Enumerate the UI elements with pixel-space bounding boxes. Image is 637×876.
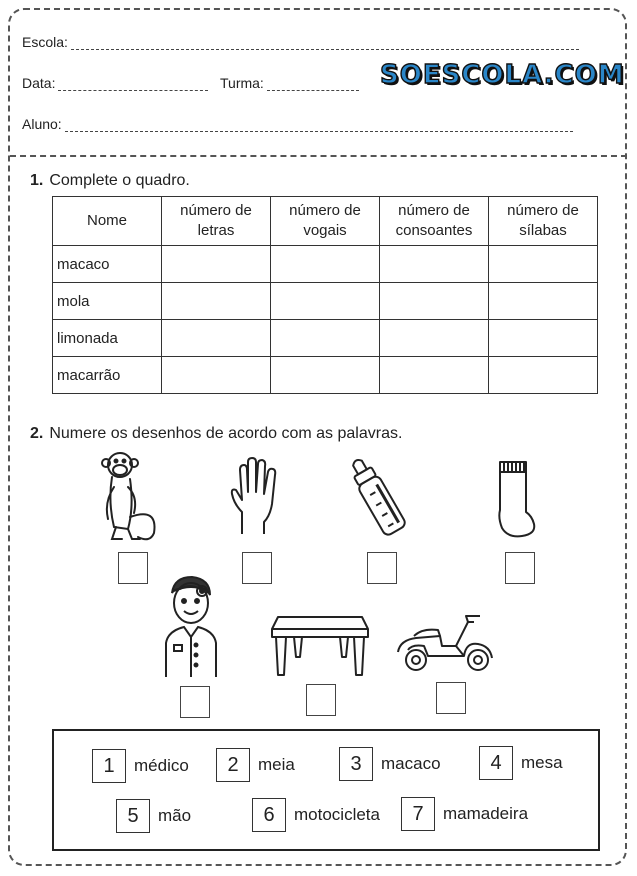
answer-cell[interactable] xyxy=(380,357,489,394)
legend-number: 4 xyxy=(479,746,513,780)
legend-number: 2 xyxy=(216,748,250,782)
school-line[interactable] xyxy=(71,39,579,50)
question-1-text: Complete o quadro. xyxy=(49,172,190,189)
table-row xyxy=(53,320,598,357)
header-divider xyxy=(10,155,627,157)
school-field[interactable] xyxy=(22,34,579,50)
answer-box-table[interactable] xyxy=(306,684,336,716)
student-field[interactable] xyxy=(22,116,573,132)
col-header-letters: número de letras xyxy=(162,197,271,246)
answer-cell[interactable] xyxy=(489,357,598,394)
table-row xyxy=(53,246,598,283)
legend-number: 1 xyxy=(92,749,126,783)
word-table xyxy=(52,196,598,394)
answer-cell[interactable] xyxy=(162,246,271,283)
answer-cell[interactable] xyxy=(271,246,380,283)
student-label: Aluno: xyxy=(22,116,62,132)
answer-cell[interactable] xyxy=(380,320,489,357)
scooter-icon xyxy=(394,612,496,674)
col-header-vowels: número de vogais xyxy=(271,197,380,246)
class-label: Turma: xyxy=(220,75,264,91)
answer-box-scooter[interactable] xyxy=(436,682,466,714)
site-logo: SOESCOLA.COM xyxy=(380,60,625,90)
question-2-number: 2. xyxy=(30,425,44,442)
date-line[interactable] xyxy=(58,80,208,91)
answer-cell[interactable] xyxy=(271,283,380,320)
answer-cell[interactable] xyxy=(271,320,380,357)
legend-number: 3 xyxy=(339,747,373,781)
legend-item xyxy=(401,797,528,831)
table-row xyxy=(53,357,598,394)
col-header-name: Nome xyxy=(53,197,162,246)
doctor-icon xyxy=(160,573,222,681)
question-2-text: Numere os desenhos de acordo com as palavras. xyxy=(49,425,403,442)
word-cell: mola xyxy=(53,283,162,320)
legend-item xyxy=(92,749,189,783)
question-2 xyxy=(30,425,402,443)
col-header-syllables: número de sílabas xyxy=(489,197,598,246)
legend-word: motocicleta xyxy=(294,805,380,824)
answer-cell[interactable] xyxy=(489,320,598,357)
legend-item xyxy=(216,748,295,782)
answer-box-doctor[interactable] xyxy=(180,686,210,718)
school-label: Escola: xyxy=(22,34,68,50)
word-cell: limonada xyxy=(53,320,162,357)
answer-cell[interactable] xyxy=(489,283,598,320)
word-cell: macarrão xyxy=(53,357,162,394)
answer-box-bottle[interactable] xyxy=(367,552,397,584)
legend-item xyxy=(479,746,563,780)
legend-word: mão xyxy=(158,806,192,825)
answer-cell[interactable] xyxy=(489,246,598,283)
student-line[interactable] xyxy=(65,121,573,132)
answer-box-hand[interactable] xyxy=(242,552,272,584)
legend-number: 6 xyxy=(252,798,286,832)
legend-word: mamadeira xyxy=(443,804,529,823)
table-icon xyxy=(268,613,372,679)
legend-word: médico xyxy=(134,756,189,775)
answer-box-monkey[interactable] xyxy=(118,552,148,584)
answer-cell[interactable] xyxy=(162,357,271,394)
legend-word: meia xyxy=(258,755,295,774)
word-legend xyxy=(52,729,600,851)
legend-item xyxy=(339,747,441,781)
answer-cell[interactable] xyxy=(162,283,271,320)
hand-icon xyxy=(228,456,280,538)
date-label: Data: xyxy=(22,75,56,91)
legend-word: mesa xyxy=(521,753,563,772)
legend-item xyxy=(116,799,191,833)
legend-number: 5 xyxy=(116,799,150,833)
question-1-number: 1. xyxy=(30,172,44,189)
word-cell: macaco xyxy=(53,246,162,283)
legend-item xyxy=(252,798,380,832)
legend-word: macaco xyxy=(381,754,441,773)
answer-cell[interactable] xyxy=(271,357,380,394)
answer-cell[interactable] xyxy=(380,246,489,283)
sock-icon xyxy=(492,458,538,540)
col-header-consonants: número de consoantes xyxy=(380,197,489,246)
class-line[interactable] xyxy=(267,80,359,91)
answer-cell[interactable] xyxy=(162,320,271,357)
table-row xyxy=(53,283,598,320)
legend-number: 7 xyxy=(401,797,435,831)
answer-cell[interactable] xyxy=(380,283,489,320)
class-field[interactable] xyxy=(220,75,359,91)
answer-box-sock[interactable] xyxy=(505,552,535,584)
question-1 xyxy=(30,172,190,190)
baby-bottle-icon xyxy=(344,452,410,542)
monkey-icon xyxy=(98,447,162,545)
table-header-row xyxy=(53,197,598,246)
date-field[interactable] xyxy=(22,75,208,91)
